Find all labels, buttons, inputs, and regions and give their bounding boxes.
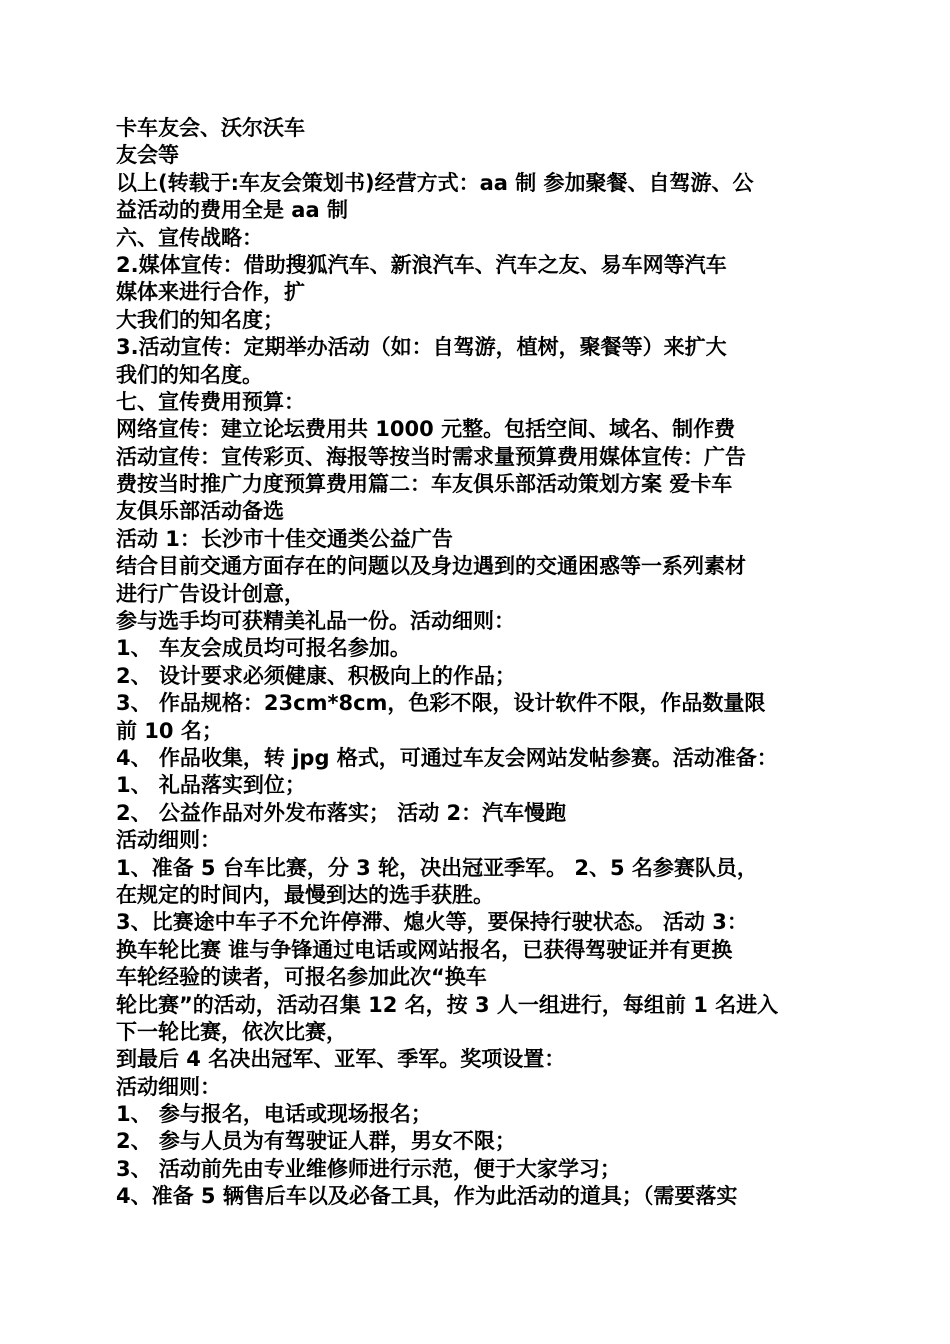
text-line: 到最后 4 名决出冠军、亚军、季军。奖项设置： [116,1047,566,1072]
text-line: 活动细则： [116,1074,221,1099]
text-line: 我们的知名度。 [116,362,263,387]
text-line: 轮比赛”的活动，活动召集 12 名，按 3 人一组进行，每组前 1 名进入 [116,992,779,1017]
text-line: 媒体来进行合作，扩 [116,280,305,305]
text-line: 益活动的费用全是 aa 制 [116,198,348,223]
text-line: 参与选手均可获精美礼品一份。活动细则： [116,609,515,634]
text-line: 友俱乐部活动备选 [116,499,284,524]
text-line: 活动细则： [116,828,221,853]
text-line: 2、 公益作品对外发布落实； 活动 2：汽车慢跑 [116,800,567,825]
text-line: 以上(转载于:车友会策划书)经营方式：aa 制 参加聚餐、自驾游、公 [116,170,754,195]
text-line: 活动 1：长沙市十佳交通类公益广告 [116,526,453,551]
text-line: 3.活动宣传：定期举办活动（如：自驾游，植树，聚餐等）来扩大 [116,335,727,360]
text-line: 下一轮比赛，依次比赛， [116,1019,347,1044]
text-line: 1、 参与报名，电话或现场报名； [116,1102,432,1127]
text-line: 3、 作品规格：23cm*8cm，色彩不限，设计软件不限，作品数量限 [116,691,766,716]
text-line: 2、 设计要求必须健康、积极向上的作品； [116,663,516,688]
text-line: 卡车友会、沃尔沃车 [116,116,305,140]
text-line: 换车轮比赛 谁与争锋通过电话或网站报名，已获得驾驶证并有更换 [116,937,733,962]
text-line: 4、 作品收集，转 jpg 格式，可通过车友会网站发帖参赛。活动准备： [116,745,778,770]
text-line: 3、 活动前先由专业维修师进行示范，便于大家学习； [116,1156,621,1181]
text-line: 1、 礼品落实到位； [116,773,306,798]
text-line: 费按当时推广力度预算费用篇二：车友俱乐部活动策划方案 爱卡车 [116,472,733,497]
text-line: 友会等 [116,143,179,168]
text-line: 车轮经验的读者，可报名参加此次“换车 [116,965,487,990]
text-line: 网络宣传：建立论坛费用共 1000 元整。包括空间、域名、制作费 [116,417,736,442]
text-line: 六、宣传战略： [116,225,263,250]
text-line: 大我们的知名度； [116,307,284,332]
text-line: 1、 车友会成员均可报名参加。 [116,636,411,661]
text-line: 2.媒体宣传：借助搜狐汽车、新浪汽车、汽车之友、易车网等汽车 [116,252,727,277]
text-line: 七、宣传费用预算： [116,389,305,414]
text-line: 活动宣传：宣传彩页、海报等按当时需求量预算费用媒体宣传：广告 [116,444,746,469]
text-line: 2、 参与人员为有驾驶证人群，男女不限； [116,1129,516,1154]
text-line: 在规定的时间内，最慢到达的选手获胜。 [116,882,494,907]
text-line: 3、比赛途中车子不允许停滞、熄火等，要保持行驶状态。 活动 3： [116,910,748,935]
text-line: 进行广告设计创意， [116,581,305,606]
text-line: 前 10 名； [116,718,223,743]
text-line: 4、准备 5 辆售后车以及必备工具，作为此活动的道具；（需要落实 [116,1184,738,1209]
document-body [116,115,840,1211]
text-line: 1、准备 5 台车比赛，分 3 轮，决出冠亚季军。 2、5 名参赛队员， [116,855,758,880]
text-line: 结合目前交通方面存在的问题以及身边遇到的交通困惑等一系列素材 [116,554,746,579]
